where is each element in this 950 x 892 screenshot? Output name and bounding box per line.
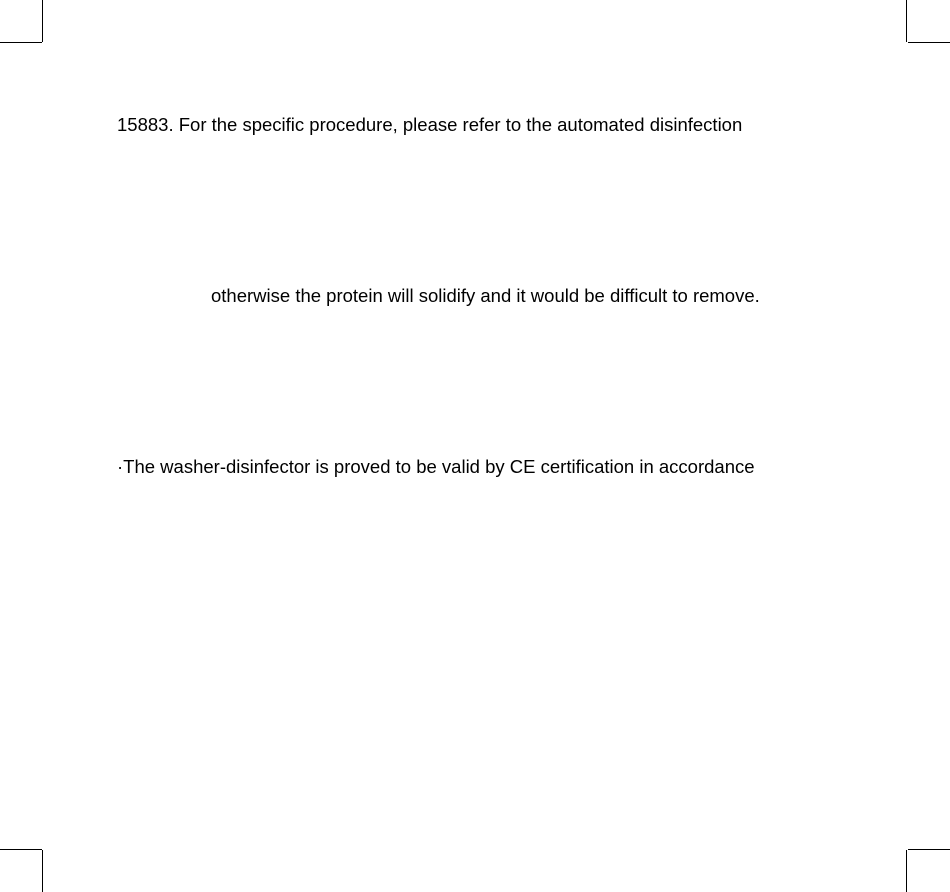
text-line-protein-warning: otherwise the protein will solidify and it would be difficult to remove. <box>211 285 760 306</box>
crop-mark-bottom-right-vertical <box>906 850 907 892</box>
crop-mark-bottom-left-vertical <box>42 850 43 892</box>
crop-mark-bottom-left-horizontal <box>0 849 42 850</box>
crop-mark-top-left-horizontal <box>0 42 42 43</box>
crop-mark-bottom-right-horizontal <box>908 849 950 850</box>
crop-mark-top-right-horizontal <box>908 42 950 43</box>
crop-mark-top-right-vertical <box>906 0 907 42</box>
text-line-ce-certification: ·The washer-disinfector is proved to be valid by CE certification in accordance <box>117 456 755 477</box>
crop-mark-top-left-vertical <box>42 0 43 42</box>
text-line-procedure: 15883. For the specific procedure, please refer to the automated disinfection <box>117 114 743 135</box>
